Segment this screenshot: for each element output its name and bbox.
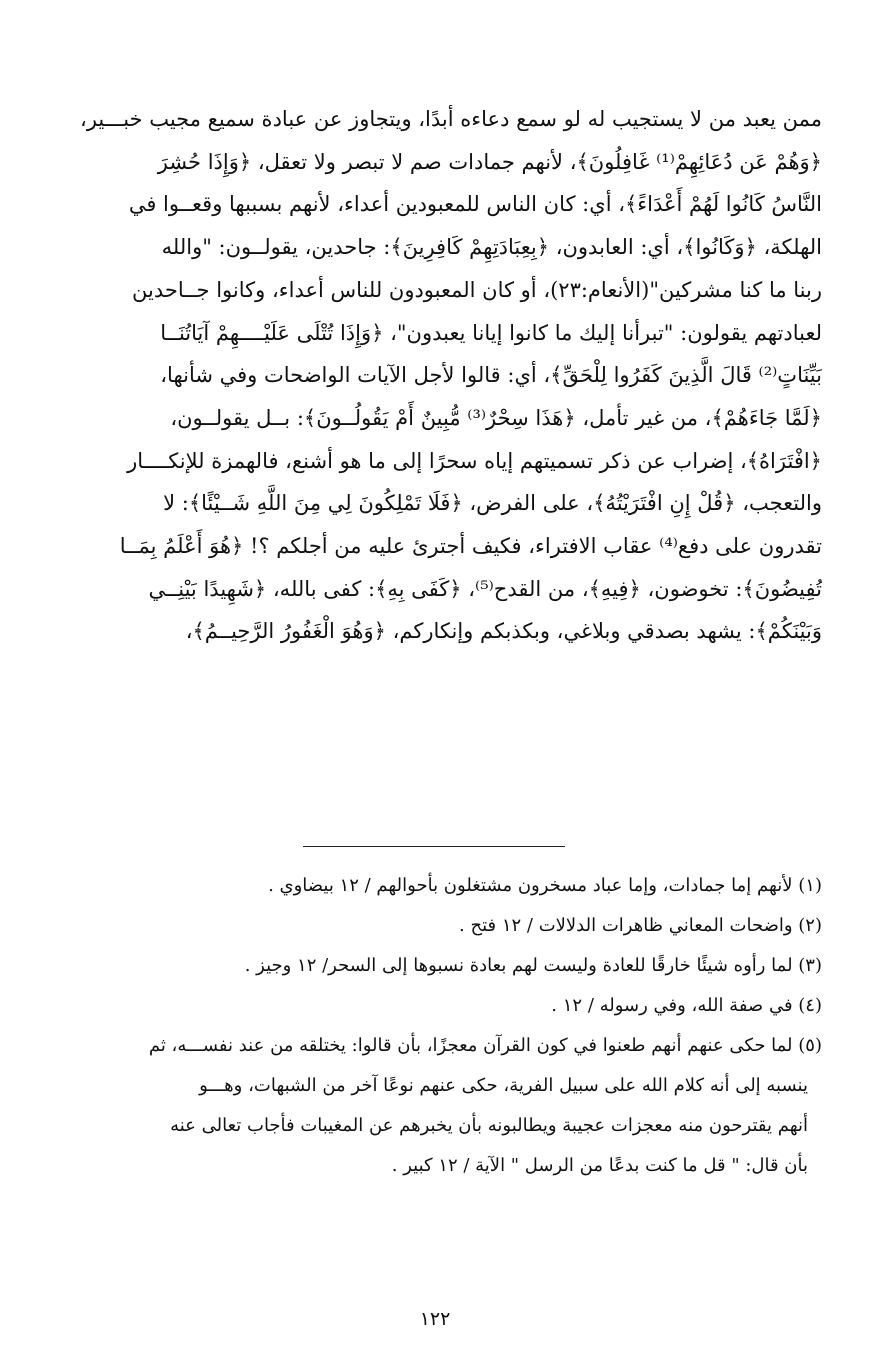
text-line: ربنا ما كنا مشركين"(الأنعام:٢٣)، أو كان المعبودون للناس أعداء، وكانوا جــاحدين	[132, 277, 822, 302]
footnote-5: (٥) لما حكى عنهم أنهم طعنوا في كون القرآن معجزًا، بأن قالوا: يختلقه من عند نفســـه، ثم	[148, 1035, 822, 1056]
footnote-5-continuation: أنهم يقترحون منه معجزات عجيبة ويطالبونه بأن يخبرهم عن المغيبات فأجاب تعالى عنه	[170, 1115, 808, 1136]
footnote-5-continuation: ينسبه إلى أنه كلام الله على سبيل الفرية، حكى عنهم نوعًا آخر من الشبهات، وهـــو	[199, 1075, 808, 1096]
page-body	[54, 98, 822, 653]
text-line: الهلكة، ﴿وَكَانُوا﴾، أي: العابدون، ﴿بِعِبَادَتِهِمْ كَافِرِينَ﴾: جاحدين، يقولــون: "والله	[161, 235, 822, 260]
text-line: بَيِّنَاتٍ⁽²⁾ قَالَ الَّذِينَ كَفَرُوا لِلْحَقِّ﴾، أي: قالوا لأجل الآيات الواضحات وفي شأنها،	[160, 363, 822, 388]
page-number: ١٢٢	[419, 1308, 451, 1330]
text-line: والتعجب، ﴿قُلْ إِنِ افْتَرَيْتُهُ﴾، على الفرض، ﴿فَلَا تَمْلِكُونَ لِي مِنَ اللَّهِ شَــيْئًا﴾: لا	[163, 491, 822, 516]
footnote-5-continuation: بأن قال: " قل ما كنت بدعًا من الرسل " الآية / ١٢ كبير .	[391, 1155, 808, 1176]
text-line: ﴿وَهُمْ عَن دُعَائِهِمْ⁽¹⁾ غَافِلُونَ﴾، لأنهم جمادات صم لا تبصر ولا تعقل، ﴿وَإِذَا حُشِرَ	[157, 149, 822, 174]
footnote-3: (٣) لما رأوه شيئًا خارقًا للعادة وليست لهم بعادة نسبوها إلى السحر/ ١٢ وجيز .	[244, 955, 822, 976]
text-line: تُفِيضُونَ﴾: تخوضون، ﴿فِيهِ﴾، من القدح⁽⁵⁾، ﴿كَفَى بِهِ﴾: كفى بالله، ﴿شَهِيدًا بَيْنِــي	[148, 576, 822, 601]
text-line: ﴿لَمَّا جَاءَهُمْ﴾، من غير تأمل، ﴿هَذَا سِحْرٌ⁽³⁾ مُّبِينٌ أَمْ يَقُولُــونَ﴾: بــل يقولــون،	[170, 405, 822, 430]
footnote-divider	[303, 846, 565, 847]
text-line: ممن يعبد من لا يستجيب له لو سمع دعاءه أبدًا، ويتجاوز عن عبادة سميع مجيب خبـــير،	[80, 107, 822, 131]
text-line: لعبادتهم يقولون: "تبرأنا إليك ما كانوا إيانا يعبدون"، ﴿وَإِذَا تُتْلَى عَلَيْــــهِمْ آيَاتُنَــا	[160, 320, 822, 345]
footnote-2: (٢) واضحات المعاني ظاهرات الدلالات / ١٢ فتح .	[459, 915, 822, 936]
text-line: وَبَيْنَكُمْ﴾: يشهد بصدقي وبلاغي، وبكذبكم وإنكاركم، ﴿وَهُوَ الْغَفُورُ الرَّحِيــمُ﴾،	[185, 619, 822, 644]
text-line: النَّاسُ كَانُوا لَهُمْ أَعْدَاءً﴾، أي: كان الناس للمعبودين أعداء، لأنهم بسببها وقعــوا في	[128, 192, 822, 217]
footnote-4: (٤) في صفة الله، وفي رسوله / ١٢ .	[551, 995, 822, 1016]
text-line: ﴿افْتَرَاهُ﴾، إضراب عن ذكر تسميتهم إياه سحرًا إلى ما هو أشنع، فالهمزة للإنكــــار	[127, 448, 822, 473]
footnotes	[54, 866, 822, 1186]
main-text	[54, 98, 822, 653]
text-line: تقدرون على دفع⁽⁴⁾ عقاب الافتراء، فكيف أجترئ عليه من أجلكم ؟! ﴿هُوَ أَعْلَمُ بِمَــا	[119, 534, 822, 559]
footnote-1: (١) لأنهم إما جمادات، وإما عباد مسخرون مشتغلون بأحوالهم / ١٢ بيضاوي .	[268, 875, 822, 896]
